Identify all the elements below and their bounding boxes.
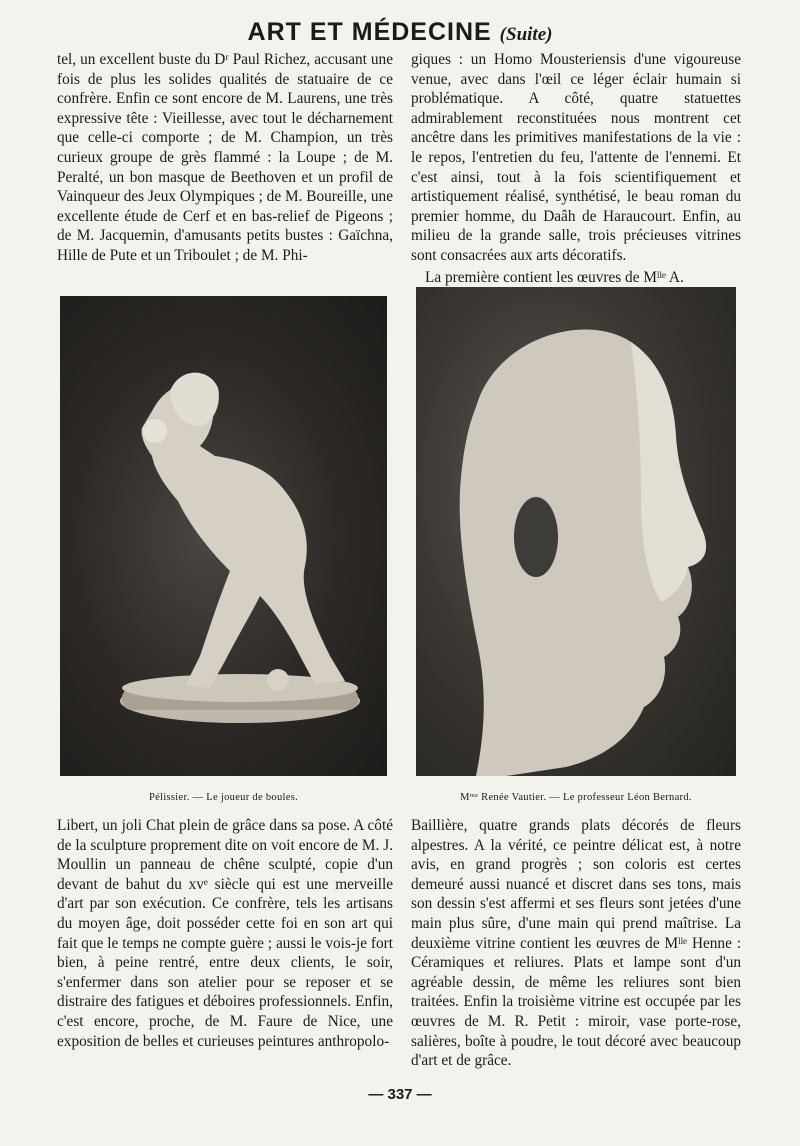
page-header [0,18,800,47]
header-suite: (Suite) [499,24,553,45]
photo-joueur-de-boules [60,296,387,776]
paragraph: giques : un Homo Mousteriensis d'une vigoureuse venue, avec dans l'œil ce léger éclair humain si problématique. A côté, quatre statuettes admirablement reconstituées nous montrent cet ancêtre dans les primitives manifestations de la vie : le repos, l'entretien du feu, l'attente de l'ennemi. Et c'est ainsi, tout à la fois scientifiquement et artistiquement réalisé, synthétisé, le beau roman du premier homme, du Daâh de Haraucourt. Enfin, au milieu de la grande salle, trois précieuses vitrines sont consacrées aux arts décoratifs. [411,51,741,264]
sculpture-figure-illustration [60,296,387,776]
column-bottom-right [411,816,741,1071]
column-top-left [57,50,393,266]
paragraph: Libert, un joli Chat plein de grâce dans sa pose. A côté de la sculpture proprement dite on voit encore de M. J. Moullin un panneau de chêne sculpté, copie d'un devant de bahut du xvᵉ siècle qui est une merveille d'art par son exécution. Ce confrère, tels les artisans du moyen âge, doit posséder cette foi en son art qui fait que le temps ne compte guère ; aussi le vois-je fort bien, à peine rentré, entre deux clients, le soir, s'enfermer dans son atelier pour se reposer et se distraire des fatigues et déboires professionnels. Enfin, c'est encore, proche, de M. Faure de Nice, une exposition de belles et curieuses peintures anthropolo- [57,817,393,1050]
column-top-right [411,50,741,287]
header-title: ART ET MÉDECINE [247,18,492,46]
caption-right: Mᵐᵉ Renée Vautier. — Le professeur Léon Bernard. [460,792,692,803]
bust-profile-illustration [416,287,736,776]
paragraph: tel, un excellent buste du Dʳ Paul Richez, accusant une fois de plus les solides qualités de statuaire de ce confrère. Enfin ce sont encore de M. Laurens, une très expressive tête : Vieillesse, avec tout le décharnement que celle-ci comporte ; de M. Champion, un très curieux groupe de grès flammé : la Loupe ; de M. Peralté, un bon masque de Beethoven et un profil de Vainqueur des Jeux Olympiques ; de M. Boureille, une excellente étude de Cerf et en bas-relief de Pigeons ; de M. Jacquemin, d'amusants petits bustes : Gaïchna, Hille de Pute et un Triboulet ; de M. Phi- [57,51,393,264]
paragraph: La première contient les œuvres de Mˡˡᵉ A. [425,268,684,286]
page-number: — 337 — [368,1086,432,1103]
column-bottom-left [57,816,393,1051]
paragraph: Baillière, quatre grands plats décorés de fleurs alpestres. A la vérité, ce peintre délicat est, à notre avis, en grand progrès ; son coloris est certes demeuré aussi nuancé et discret dans ses tons, mais son dessin s'est affermi et ses fleurs sont jetées d'une main plus sûre, d'une main qui prend maîtrise. La deuxième vitrine contient les œuvres de Mˡˡᵉ Henne : Céramiques et reliures. Plats et lampe sont d'un agréable dessin, de même les reliures sont bien traitées. Enfin la troisième vitrine est occupée par les œuvres de M. R. Petit : miroir, vase porte-rose, salières, boîte à poudre, le tout décoré avec beaucoup d'art et de grâce. [411,817,741,1070]
photo-professeur-leon-bernard [416,287,736,776]
caption-left: Pélissier. — Le joueur de boules. [149,792,298,803]
